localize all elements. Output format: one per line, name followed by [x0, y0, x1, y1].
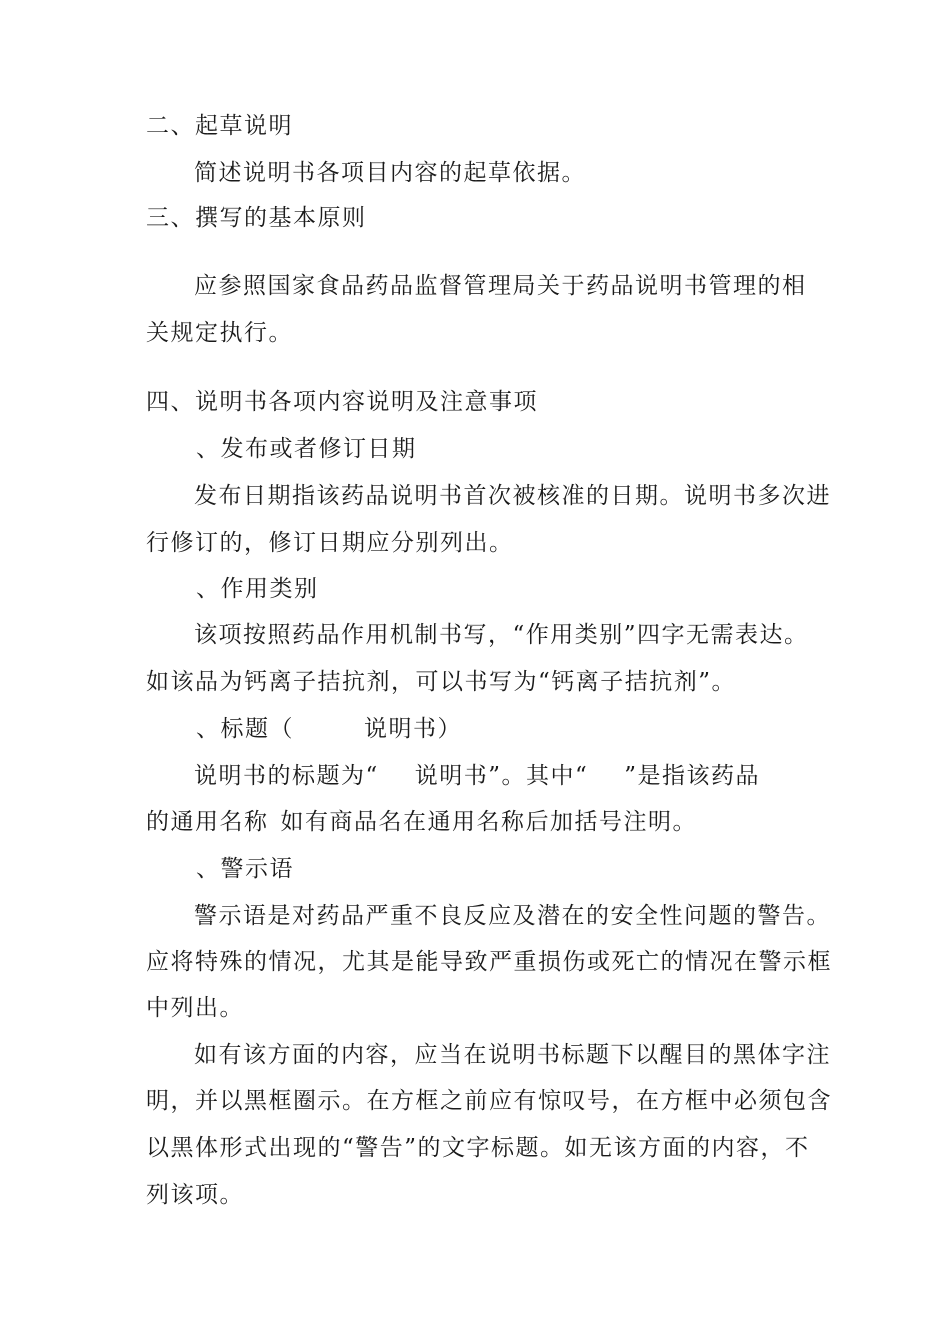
item-body-warning-line3: 中列出。	[146, 995, 244, 1021]
section-heading-principles: 三、撰写的基本原则	[146, 205, 367, 231]
item-body-date-line1: 发布日期指该药品说明书首次被核准的日期。说明书多次进	[194, 483, 831, 509]
item-title-heading	[196, 714, 462, 744]
item-body-heading-line1	[194, 761, 760, 791]
item-body-warning-line4: 如有该方面的内容，应当在说明书标题下以醒目的黑体字注	[194, 1042, 831, 1068]
item-title-heading-part2: 说明书）	[364, 716, 462, 742]
item-title-warning: 、警示语	[196, 856, 294, 882]
item-body-warning-line5: 明，并以黑框圈示。在方框之前应有惊叹号，在方框中必须包含	[146, 1088, 832, 1114]
item-body-warning-line1: 警示语是对药品严重不良反应及潜在的安全性问题的警告。	[194, 903, 831, 929]
section-body-principles-line1: 应参照国家食品药品监督管理局关于药品说明书管理的相	[194, 273, 807, 299]
item-body-warning-line2: 应将特殊的情况，尤其是能导致严重损伤或死亡的情况在警示框	[146, 949, 832, 975]
item-body-heading-part4: 的通用名称	[146, 809, 269, 835]
section-body-drafting: 简述说明书各项目内容的起草依据。	[194, 160, 586, 186]
item-title-category: 、作用类别	[196, 576, 319, 602]
item-body-warning-line6: 以黑体形式出现的“警告”的文字标题。如无该方面的内容，不	[146, 1135, 810, 1161]
item-body-warning-line7: 列该项。	[146, 1182, 244, 1208]
item-title-date: 、发布或者修订日期	[196, 436, 417, 462]
item-body-heading-part3: ”是指该药品	[624, 763, 761, 789]
item-body-category-line2: 如该品为钙离子拮抗剂，可以书写为“钙离子拮抗剂”。	[146, 669, 737, 695]
item-title-heading-part1: 、标题（	[196, 716, 294, 742]
item-body-heading-part1: 说明书的标题为“	[194, 763, 379, 789]
item-body-heading-line2	[146, 807, 697, 837]
section-heading-drafting: 二、起草说明	[146, 113, 293, 139]
section-heading-contents: 四、说明书各项内容说明及注意事项	[146, 389, 538, 415]
item-body-heading-part5: 如有商品名在通用名称后加括号注明。	[280, 809, 697, 835]
item-body-date-line2: 行修订的，修订日期应分别列出。	[146, 530, 514, 556]
item-body-heading-part2: 说明书”。其中“	[414, 763, 589, 789]
item-body-category-line1: 该项按照药品作用机制书写，“作用类别”四字无需表达。	[194, 622, 809, 648]
section-body-principles-line2: 关规定执行。	[146, 320, 293, 346]
